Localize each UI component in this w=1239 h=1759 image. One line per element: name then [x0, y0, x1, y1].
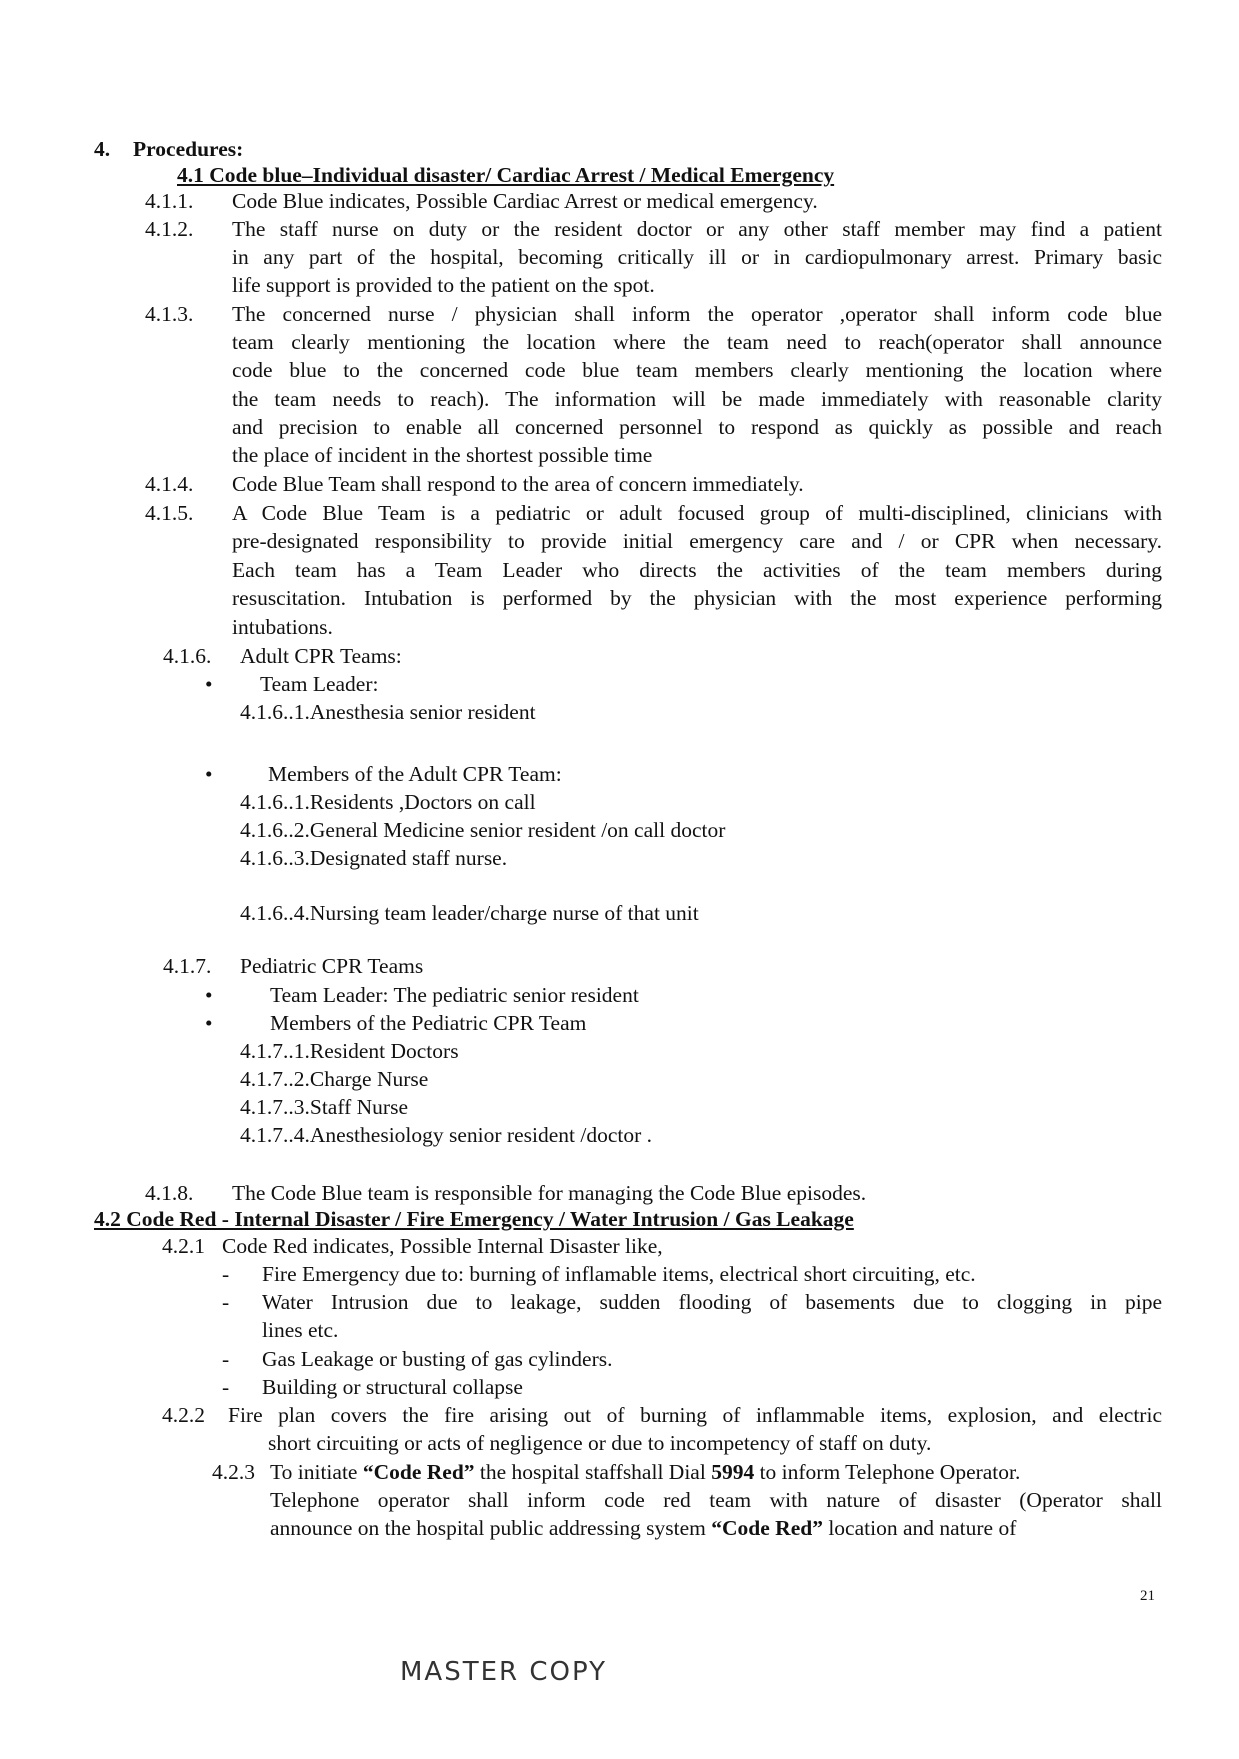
- bullet: •: [205, 1011, 213, 1035]
- subsection-heading-4-2: 4.2 Code Red - Internal Disaster / Fire Emergency / Water Intrusion / Gas Leakage: [94, 1207, 854, 1231]
- item-text-line: Fire plan covers the fire arising out of burning of inflammable items, explosion, and electric: [228, 1403, 1162, 1427]
- page-number: 21: [1140, 1588, 1155, 1604]
- item-text-line: the team needs to reach). The information will be made immediately with reasonable clarity: [232, 387, 1162, 411]
- team-leader-label: Team Leader: The pediatric senior resident: [270, 983, 639, 1007]
- item-text-line: pre-designated responsibility to provide initial emergency care and / or CPR when necessary.: [232, 529, 1162, 553]
- dash: -: [222, 1375, 230, 1399]
- list-item: 4.1.7..4.Anesthesiology senior resident /doctor .: [240, 1123, 653, 1147]
- list-item: 4.1.7..1.Resident Doctors: [240, 1039, 459, 1063]
- text-run: To initiate: [270, 1460, 363, 1484]
- item-text: The Code Blue team is responsible for managing the Code Blue episodes.: [232, 1181, 867, 1205]
- item-number: 4.1.3.: [145, 302, 194, 326]
- item-text-line: [270, 1514, 1016, 1543]
- item-number: 4.1.4.: [145, 472, 194, 496]
- section-number: 4.: [94, 137, 111, 161]
- team-leader-label: Team Leader:: [260, 672, 379, 696]
- item-number: 4.2.3: [212, 1460, 255, 1484]
- dash: -: [222, 1290, 230, 1314]
- text-run: announce on the hospital public addressing system: [270, 1516, 712, 1540]
- item-title: Adult CPR Teams:: [240, 644, 402, 668]
- item-number: 4.2.2: [162, 1403, 205, 1427]
- dial-number: 5994: [711, 1460, 755, 1484]
- dash: -: [222, 1347, 230, 1371]
- item-text-line: Telephone operator shall inform code red team with nature of disaster (Operator shall: [270, 1488, 1162, 1512]
- item-text-line: and precision to enable all concerned personnel to respond as quickly as possible and reach: [232, 415, 1162, 439]
- list-item: 4.1.6..4.Nursing team leader/charge nurse of that unit: [240, 901, 699, 925]
- list-item: 4.1.6..1.Anesthesia senior resident: [240, 700, 536, 724]
- list-item-continued: lines etc.: [262, 1318, 339, 1342]
- item-number: 4.2.1: [162, 1234, 205, 1258]
- item-text-line: in any part of the hospital, becoming critically ill or in cardiopulmonary arrest. Primary basic: [232, 245, 1162, 269]
- item-text-line: life support is provided to the patient on the spot.: [232, 273, 655, 297]
- list-item: Gas Leakage or busting of gas cylinders.: [262, 1347, 613, 1371]
- item-text-line: the place of incident in the shortest possible time: [232, 443, 653, 467]
- bullet: •: [205, 983, 213, 1007]
- item-title: Pediatric CPR Teams: [240, 954, 424, 978]
- item-number: 4.1.6.: [163, 644, 212, 668]
- master-copy-stamp: MASTER COPY: [400, 1657, 607, 1687]
- bullet: •: [205, 762, 213, 786]
- item-text-line: The staff nurse on duty or the resident doctor or any other staff member may find a patient: [232, 217, 1162, 241]
- item-text-line: intubations.: [232, 615, 333, 639]
- section-title: Procedures:: [133, 137, 244, 161]
- bullet: •: [205, 672, 213, 696]
- item-text-line: resuscitation. Intubation is performed by the physician with the most experience performing: [232, 586, 1162, 610]
- dash: -: [222, 1262, 230, 1286]
- list-item: 4.1.7..3.Staff Nurse: [240, 1095, 409, 1119]
- item-text-line: team clearly mentioning the location where the team need to reach(operator shall announce: [232, 330, 1162, 354]
- list-item: 4.1.6..3.Designated staff nurse.: [240, 846, 508, 870]
- list-item: 4.1.7..2.Charge Nurse: [240, 1067, 429, 1091]
- text-run: to inform Telephone Operator.: [754, 1460, 1021, 1484]
- item-text: Code Red indicates, Possible Internal Disaster like,: [222, 1234, 663, 1258]
- list-item: Water Intrusion due to leakage, sudden flooding of basements due to clogging in pipe: [262, 1290, 1162, 1314]
- item-text-line: A Code Blue Team is a pediatric or adult focused group of multi-disciplined, clinicians with: [232, 501, 1162, 525]
- item-text-line: [270, 1458, 1020, 1487]
- item-text: Code Blue Team shall respond to the area of concern immediately.: [232, 472, 804, 496]
- item-number: 4.1.7.: [163, 954, 212, 978]
- item-text-line: The concerned nurse / physician shall inform the operator ,operator shall inform code blue: [232, 302, 1162, 326]
- item-number: 4.1.5.: [145, 501, 194, 525]
- subsection-heading-4-1: 4.1 Code blue–Individual disaster/ Cardiac Arrest / Medical Emergency: [177, 163, 835, 187]
- list-item: Building or structural collapse: [262, 1375, 523, 1399]
- item-number: 4.1.2.: [145, 217, 194, 241]
- item-number: 4.1.8.: [145, 1181, 194, 1205]
- code-red-label: “Code Red”: [362, 1460, 475, 1484]
- text-run: the hospital staffshall Dial: [474, 1460, 712, 1484]
- item-text-line: Each team has a Team Leader who directs the activities of the team members during: [232, 558, 1162, 582]
- code-red-label: “Code Red”: [711, 1516, 823, 1540]
- text-run: location and nature of: [822, 1516, 1017, 1540]
- item-text-line: code blue to the concerned code blue team members clearly mentioning the location where: [232, 358, 1162, 382]
- members-label: Members of the Pediatric CPR Team: [270, 1011, 587, 1035]
- item-text-line: short circuiting or acts of negligence or due to incompetency of staff on duty.: [268, 1431, 932, 1455]
- members-label: Members of the Adult CPR Team:: [268, 762, 562, 786]
- list-item: 4.1.6..1.Residents ,Doctors on call: [240, 790, 536, 814]
- item-text: Code Blue indicates, Possible Cardiac Arrest or medical emergency.: [232, 189, 818, 213]
- list-item: Fire Emergency due to: burning of inflamable items, electrical short circuiting, etc.: [262, 1262, 976, 1286]
- list-item: 4.1.6..2.General Medicine senior resident /on call doctor: [240, 818, 726, 842]
- item-number: 4.1.1.: [145, 189, 194, 213]
